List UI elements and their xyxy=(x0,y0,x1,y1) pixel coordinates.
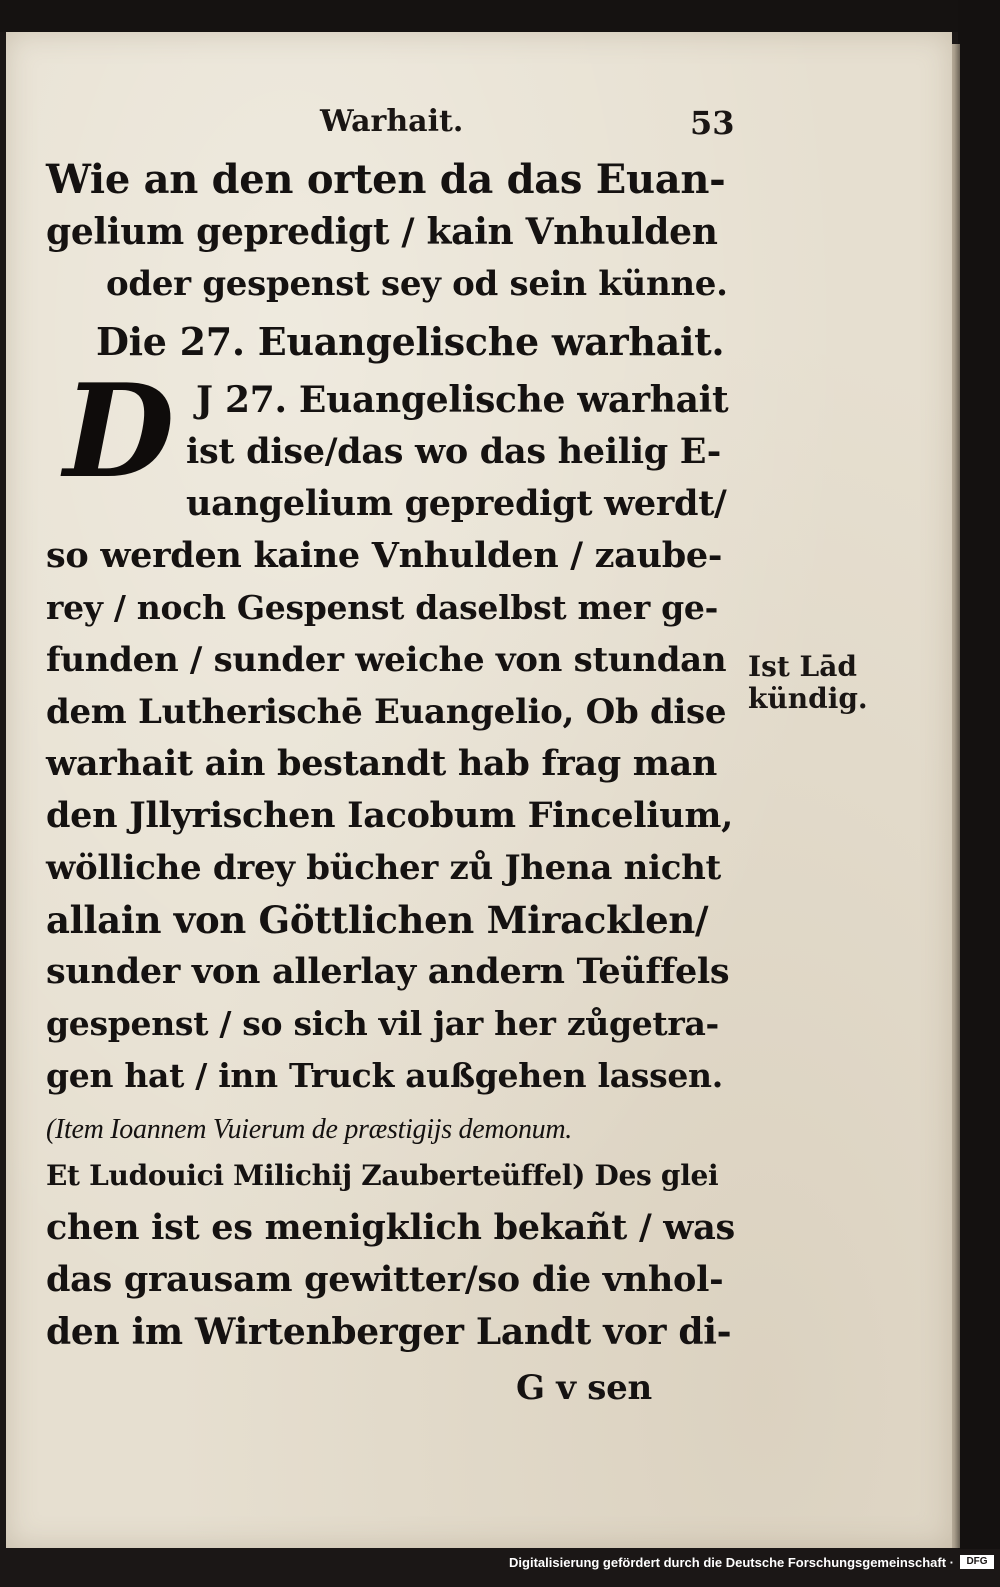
margin-note-line: Ist Lād xyxy=(748,650,857,683)
drop-cap-initial: D xyxy=(63,357,175,507)
body-line: gen hat / inn Truck außgehen lassen. xyxy=(46,1056,723,1095)
scan-background-top xyxy=(0,0,1000,32)
body-line: ist dise/das wo das heilig E- xyxy=(186,431,722,472)
body-line: dem Lutherischē Euangelio, Ob dise xyxy=(46,692,727,732)
subheading: Die 27. Euangelische warhait. xyxy=(96,319,725,364)
body-line: den Jllyrischen Iacobum Fincelium, xyxy=(46,795,734,836)
body-line: rey / noch Gespenst daselbst mer ge- xyxy=(46,588,719,627)
body-line: allain von Göttlichen Miracklen/ xyxy=(46,898,709,942)
body-line: uangelium gepredigt werdt/ xyxy=(186,483,727,524)
heading-line: Wie an den orten da das Euan- xyxy=(46,156,726,203)
latin-citation: (Item Ioannem Vuierum de præstigijs demonum. xyxy=(46,1114,572,1145)
body-line: das grausam gewitter/so die vnhol- xyxy=(46,1259,724,1300)
catchword-line: G v sen xyxy=(516,1368,652,1408)
margin-note-line: kündig. xyxy=(748,682,868,715)
body-line: den im Wirtenberger Landt vor di- xyxy=(46,1311,732,1353)
body-line: J 27. Euangelische warhait xyxy=(196,379,729,421)
page-number: 53 xyxy=(690,104,735,142)
running-header: Warhait. xyxy=(320,104,464,139)
body-line: chen ist es menigklich bekañt / was xyxy=(46,1207,735,1248)
body-line: gespenst / so sich vil jar her zůgetra- xyxy=(46,1004,719,1043)
body-line: wölliche drey bücher zů Jhena nicht xyxy=(46,848,721,888)
dfg-logo: DFG xyxy=(960,1555,994,1569)
digitization-credit: Digitalisierung gefördert durch die Deutsche Forschungsgemeinschaft · xyxy=(509,1555,954,1570)
body-line: warhait ain bestandt hab frag man xyxy=(46,743,718,784)
body-line: funden / sunder weiche von stundan xyxy=(46,640,727,680)
scan-background-right xyxy=(958,0,1000,1587)
heading-line: gelium gepredigt / kain Vnhulden xyxy=(46,211,718,253)
body-line: sunder von allerlay andern Teüffels xyxy=(46,951,730,992)
heading-line: oder gespenst sey od sein künne. xyxy=(106,264,728,304)
body-line: Et Ludouici Milichij Zauberteüffel) Des glei xyxy=(46,1159,719,1192)
body-line: so werden kaine Vnhulden / zaube- xyxy=(46,535,723,576)
